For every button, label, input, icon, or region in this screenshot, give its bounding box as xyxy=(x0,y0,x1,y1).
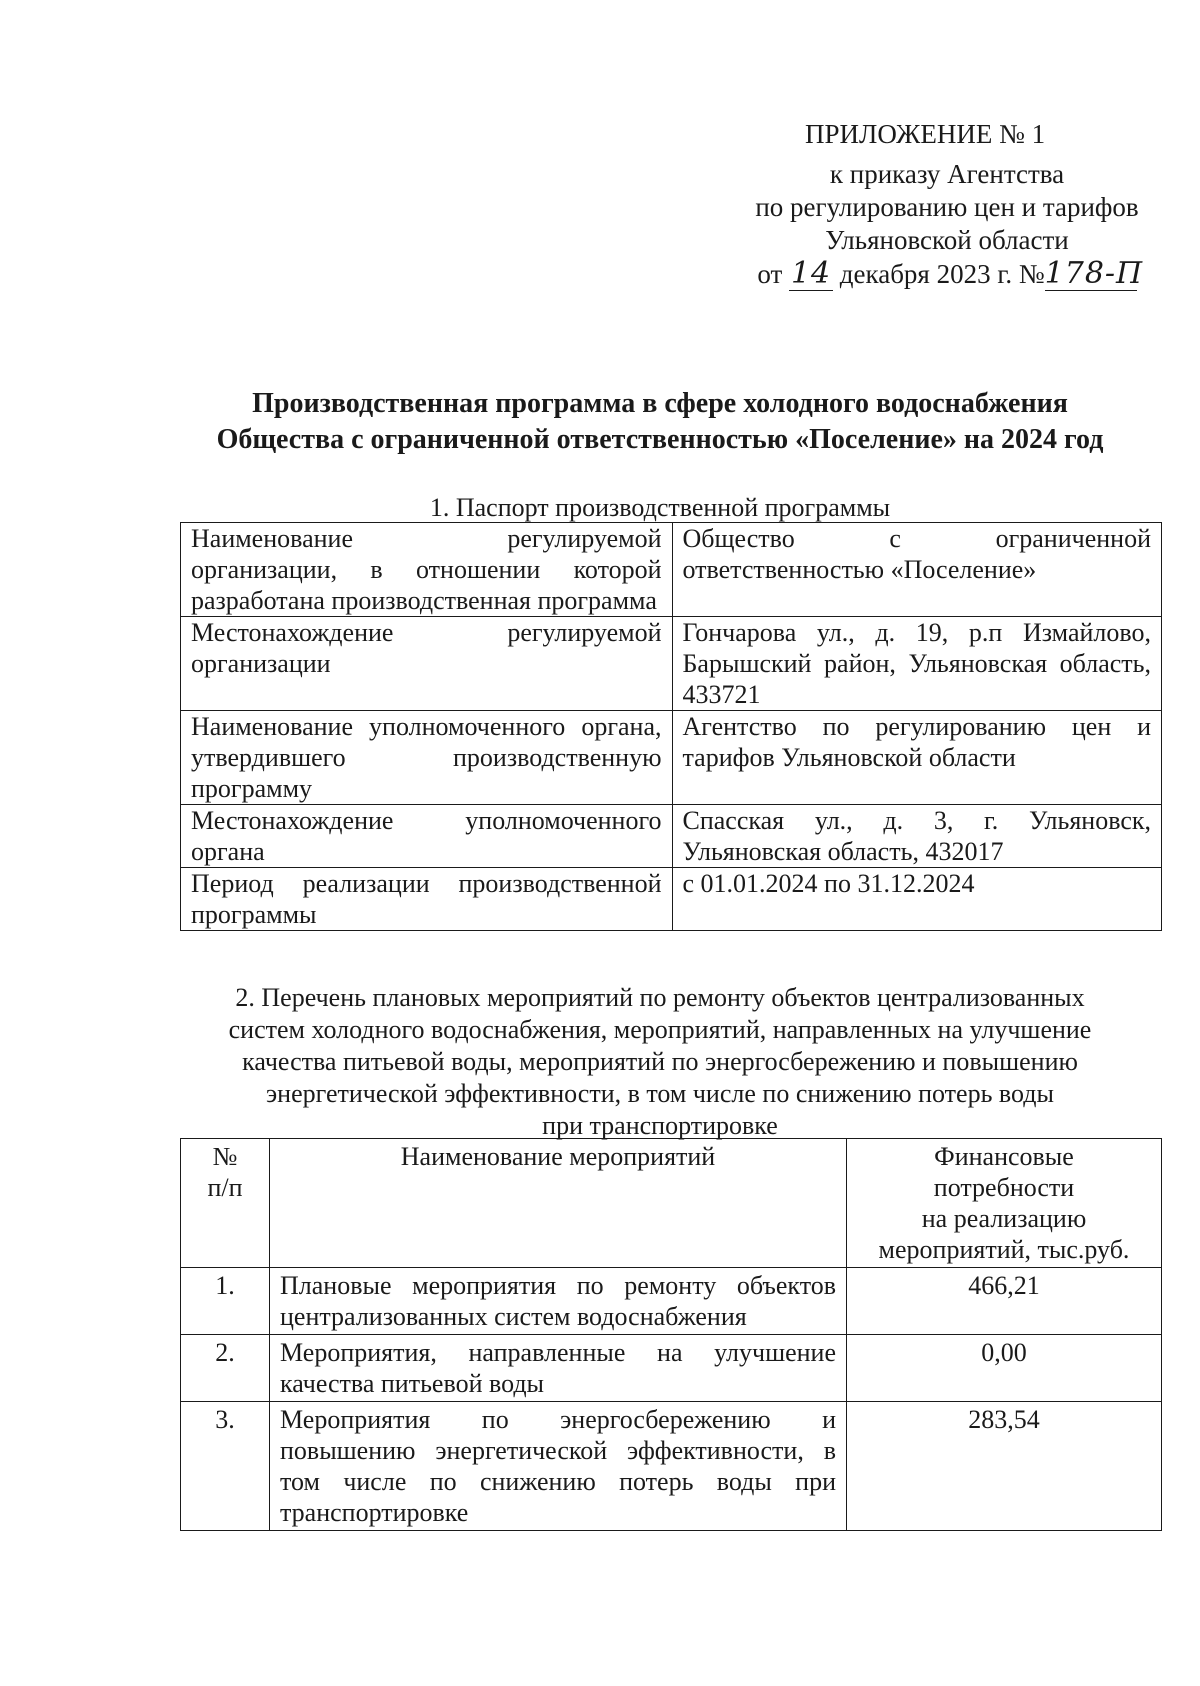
passport-label: Период реализации производственной программы xyxy=(181,868,673,931)
header-cost-line-2: потребности xyxy=(933,1173,1075,1202)
header-cost-line-1: Финансовые xyxy=(934,1142,1074,1171)
passport-value: Спасская ул., д. 3, г. Ульяновск, Ульяновская область, 432017 xyxy=(672,805,1162,868)
event-number: 1. xyxy=(181,1268,270,1335)
passport-label: Наименование уполномоченного органа, утвердившего производственную программу xyxy=(181,711,673,805)
header-cost-line-4: мероприятий, тыс.руб. xyxy=(878,1235,1130,1264)
events-table xyxy=(180,1138,1162,1531)
table-header-row xyxy=(181,1139,1162,1268)
event-cost: 283,54 xyxy=(847,1402,1162,1531)
event-number: 3. xyxy=(181,1402,270,1531)
event-name: Мероприятия, направленные на улучшение качества питьевой воды xyxy=(270,1335,847,1402)
passport-label: Местонахождение уполномоченного органа xyxy=(181,805,673,868)
document-title-line-2: Общества с ограниченной ответственностью «Поселение» на 2024 год xyxy=(216,424,1104,455)
event-number: 2. xyxy=(181,1335,270,1402)
header-financial-needs xyxy=(847,1139,1162,1268)
handwritten-day: 14 xyxy=(790,256,832,291)
document-title xyxy=(180,386,1140,458)
table-row xyxy=(181,617,1162,711)
document-title-line-1: Производственная программа в сфере холодного водоснабжения xyxy=(252,388,1068,419)
passport-table xyxy=(180,522,1162,931)
event-cost: 466,21 xyxy=(847,1268,1162,1335)
section-2-caption-line-5: при транспортировке xyxy=(542,1111,778,1140)
section-2-caption-line-4: энергетической эффективности, в том числе по снижению потерь воды xyxy=(266,1079,1054,1108)
table-row xyxy=(181,868,1162,931)
annex-title: ПРИЛОЖЕНИЕ № 1 xyxy=(805,119,1046,149)
event-cost: 0,00 xyxy=(847,1335,1162,1402)
header-number xyxy=(181,1139,270,1268)
annex-date-line xyxy=(712,257,1182,291)
section-2-caption-line-2: систем холодного водоснабжения, мероприятий, направленных на улучшение xyxy=(228,1015,1092,1044)
header-number-line-2: п/п xyxy=(207,1173,243,1202)
passport-value: Общество с ограниченной ответственностью «Поселение» xyxy=(672,523,1162,617)
header-cost-line-3: на реализацию xyxy=(921,1204,1087,1233)
handwritten-order-number: 178-П xyxy=(1044,256,1144,291)
passport-label: Местонахождение регулируемой организации xyxy=(181,617,673,711)
table-row xyxy=(181,1402,1162,1531)
annex-line-3: Ульяновской области xyxy=(825,225,1069,255)
passport-value: Гончарова ул., д. 19, р.п Измайлово, Барышский район, Ульяновская область, 433721 xyxy=(672,617,1162,711)
passport-value: с 01.01.2024 по 31.12.2024 xyxy=(672,868,1162,931)
section-2-caption-line-3: качества питьевой воды, мероприятий по энергосбережению и повышению xyxy=(242,1047,1078,1076)
annex-line-1: к приказу Агентства xyxy=(829,159,1065,189)
table-row xyxy=(181,711,1162,805)
table-row xyxy=(181,1335,1162,1402)
table-row xyxy=(181,1268,1162,1335)
header-number-line-1: № xyxy=(212,1142,238,1171)
date-middle: декабря 2023 г. № xyxy=(839,259,1045,289)
header-event-name: Наименование мероприятий xyxy=(270,1139,847,1268)
table-row xyxy=(181,523,1162,617)
section-2-caption-line-1: 2. Перечень плановых мероприятий по ремонту объектов централизованных xyxy=(235,983,1085,1012)
event-name: Мероприятия по энергосбережению и повышению энергетической эффективности, в том числе по снижению потерь воды при транспортировке xyxy=(270,1402,847,1531)
annex-reference xyxy=(700,158,1182,291)
annex-line-2: по регулированию цен и тарифов xyxy=(755,192,1139,222)
passport-value: Агентство по регулированию цен и тарифов Ульяновской области xyxy=(672,711,1162,805)
section-1-caption: 1. Паспорт производственной программы xyxy=(429,493,891,522)
date-prefix: от xyxy=(757,259,783,289)
section-2-caption xyxy=(180,982,1140,1142)
passport-label: Наименование регулируемой организации, в отношении которой разработана производственная программа xyxy=(181,523,673,617)
table-row xyxy=(181,805,1162,868)
event-name: Плановые мероприятия по ремонту объектов централизованных систем водоснабжения xyxy=(270,1268,847,1335)
